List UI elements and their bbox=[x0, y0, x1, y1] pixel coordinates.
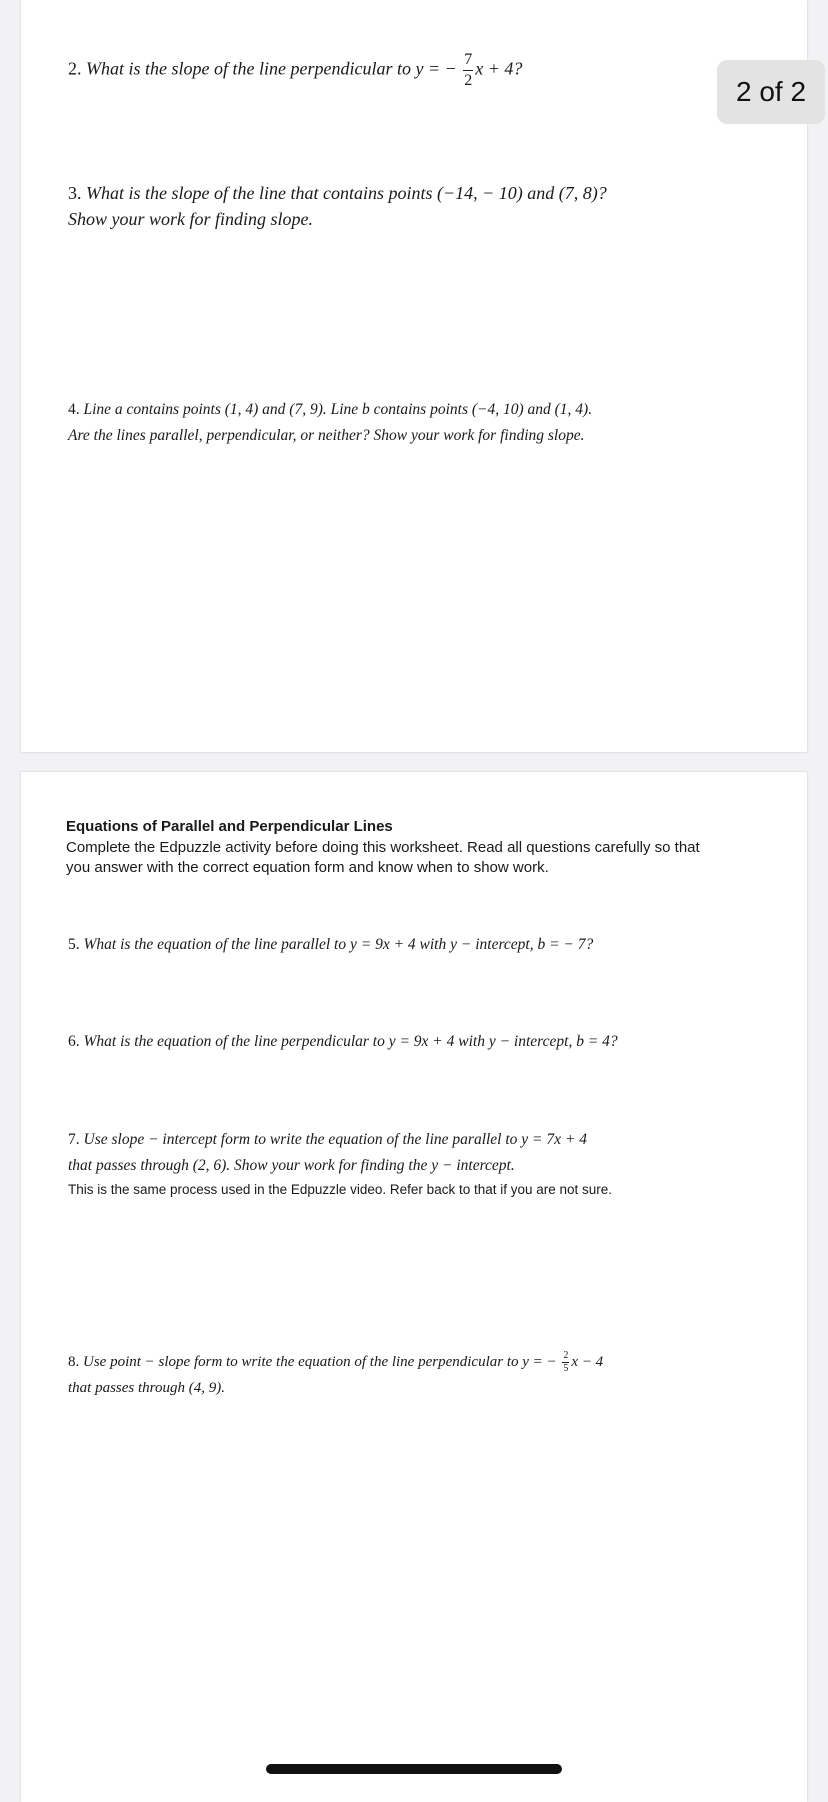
question-8-tail: x − 4 bbox=[571, 1354, 604, 1370]
question-4-line1: Line a contains points (1, 4) and (7, 9). Line b contains points (−4, 10) and (1, 4). bbox=[83, 401, 593, 418]
worksheet-page-1 bbox=[21, 0, 807, 752]
fraction-numerator: 7 bbox=[463, 52, 473, 71]
question-7-number: 7. bbox=[68, 1131, 80, 1148]
worksheet-heading: Equations of Parallel and Perpendicular Lines bbox=[66, 818, 393, 835]
question-6-text: What is the equation of the line perpendicular to y = 9x + 4 with y − intercept, b = 4? bbox=[83, 1033, 618, 1050]
question-8-number: 8. bbox=[68, 1354, 80, 1370]
question-2-text: What is the slope of the line perpendicular to y = − bbox=[86, 58, 462, 79]
question-3-line1: What is the slope of the line that contains points (−14, − 10) and (7, 8)? bbox=[86, 183, 607, 203]
page-indicator-badge: 2 of 2 bbox=[717, 60, 825, 124]
fraction-two-fifths bbox=[562, 1351, 569, 1374]
home-indicator-bar[interactable] bbox=[266, 1764, 562, 1774]
question-4-number: 4. bbox=[68, 401, 80, 418]
question-4 bbox=[68, 397, 768, 449]
question-3-line2: Show your work for finding slope. bbox=[68, 209, 314, 229]
question-5-number: 5. bbox=[68, 936, 80, 953]
worksheet-instructions: Complete the Edpuzzle activity before doing this worksheet. Read all questions carefully so that you answer with the correct equation form and know when to show work. bbox=[66, 839, 700, 876]
question-8-line2: that passes through (4, 9). bbox=[68, 1380, 225, 1396]
question-5 bbox=[68, 932, 768, 958]
question-2 bbox=[68, 52, 768, 89]
question-5-text: What is the equation of the line parallel to y = 9x + 4 with y − intercept, b = − 7? bbox=[83, 936, 594, 953]
question-7-note: This is the same process used in the Edpuzzle video. Refer back to that if you are not sure. bbox=[68, 1182, 613, 1197]
question-4-line2: Are the lines parallel, perpendicular, or neither? Show your work for finding slope. bbox=[68, 427, 585, 444]
fraction-seven-halves bbox=[463, 52, 473, 89]
question-3 bbox=[68, 180, 768, 232]
question-6-number: 6. bbox=[68, 1033, 80, 1050]
question-6 bbox=[68, 1029, 768, 1055]
question-2-tail: x + 4? bbox=[475, 58, 523, 79]
question-3-number: 3. bbox=[68, 183, 82, 203]
fraction-denominator: 2 bbox=[464, 72, 473, 89]
fraction-numerator: 2 bbox=[563, 1350, 569, 1362]
question-8-text: Use point − slope form to write the equation of the line perpendicular to y = − bbox=[83, 1354, 561, 1370]
question-8 bbox=[68, 1349, 768, 1401]
question-7 bbox=[68, 1127, 768, 1179]
question-7-line1: Use slope − intercept form to write the equation of the line parallel to y = 7x + 4 bbox=[83, 1131, 587, 1148]
question-2-number: 2. bbox=[68, 58, 82, 79]
question-7-line2: that passes through (2, 6). Show your work for finding the y − intercept. bbox=[68, 1157, 515, 1174]
fraction-denominator: 5 bbox=[563, 1363, 569, 1375]
worksheet-page-2 bbox=[21, 772, 807, 1802]
